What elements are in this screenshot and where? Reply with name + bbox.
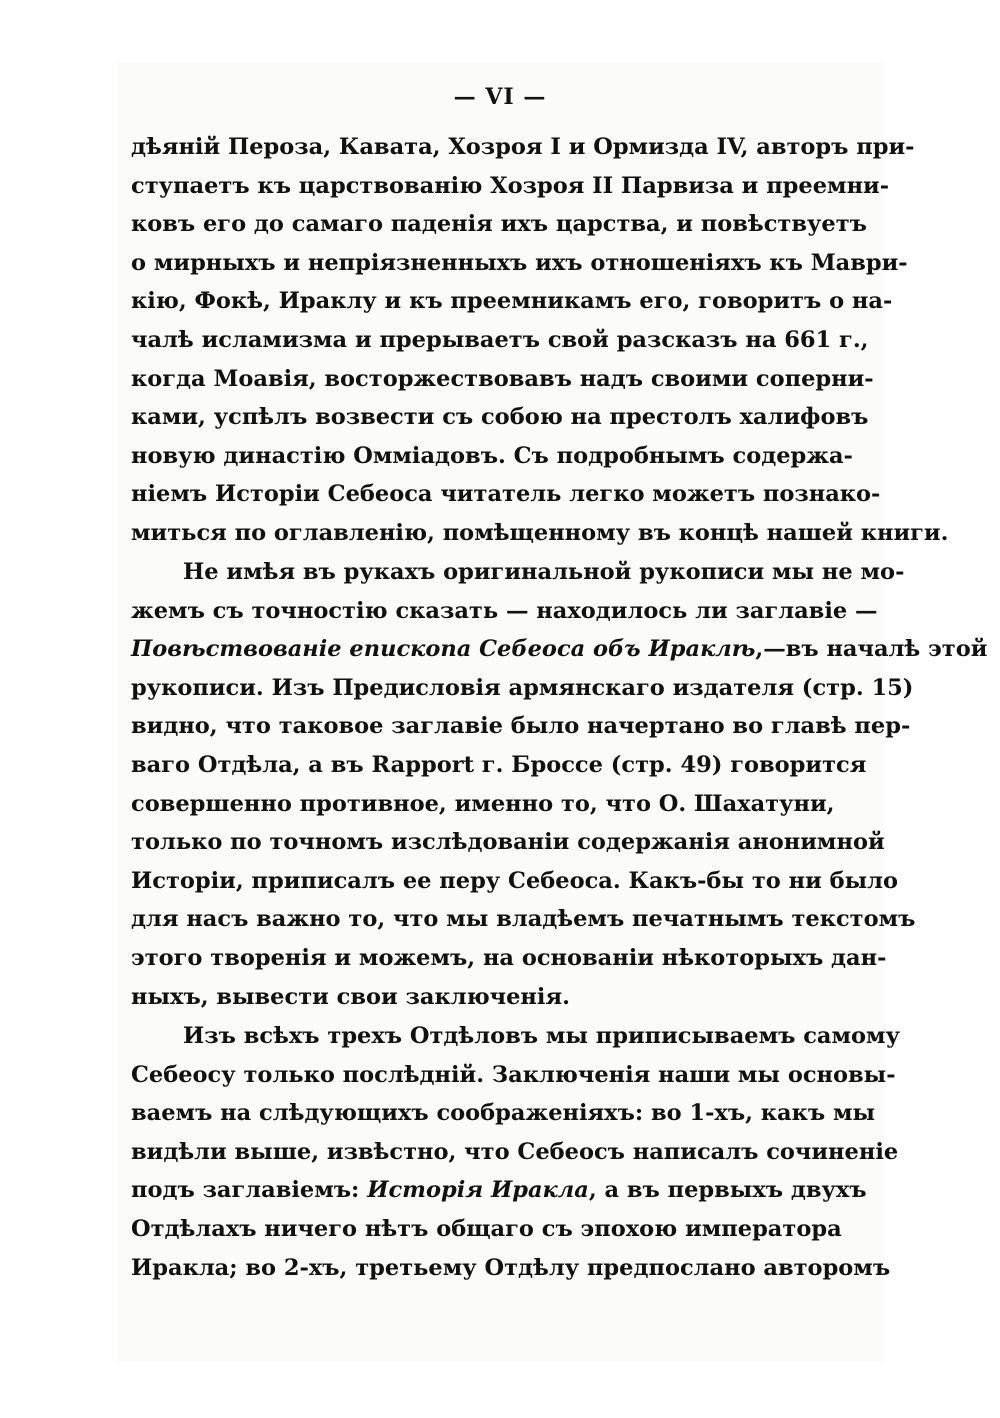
text-line: только по точномъ изслѣдованіи содержанія анонимной [131, 829, 885, 856]
paragraph-1 [131, 128, 949, 553]
text-line: миться по оглавленію, помѣщенному въ концѣ нашей книги. [131, 519, 949, 546]
italic-title-text: Повѣствованіе епископа Себеоса объ Ираклѣ [131, 636, 756, 663]
text-line: Отдѣлахъ ничего нѣтъ общаго съ эпохою императора [131, 1215, 842, 1242]
text-line: Себеосу только послѣдній. Заключенія наши мы основы- [131, 1061, 896, 1088]
text-line: видѣли выше, извѣстно, что Себеосъ написалъ сочиненіе [131, 1138, 899, 1165]
text-line: этого творенія и можемъ, на основаніи нѣкоторыхъ дан- [131, 944, 887, 971]
text-line: чалѣ исламизма и прерываетъ свой разсказъ на 661 г., [131, 326, 869, 353]
text-line: Иракла; во 2-хъ, третьему Отдѣлу предпослано авторомъ [131, 1254, 891, 1281]
page-number: — VI — [453, 84, 547, 110]
paragraph-2 [131, 553, 988, 1016]
italic-title-text: Исторія Иракла [367, 1177, 589, 1204]
paragraph-3 [131, 1017, 901, 1287]
text-line [131, 630, 988, 669]
text-line: ступаетъ къ царствованію Хозроя II Парвиза и преемни- [131, 172, 890, 199]
text-segment: ,—въ началѣ этой [755, 636, 988, 663]
text-line: ваго Отдѣла, а въ Rapport г. Броссе (стр. 49) говорится [131, 751, 867, 778]
text-line: о мирныхъ и непріязненныхъ ихъ отношеніяхъ къ Маври- [131, 249, 908, 276]
text-line [131, 1171, 867, 1210]
text-line: когда Моавія, восторжествовавъ надъ своими соперни- [131, 365, 874, 392]
text-line: для насъ важно то, что мы владѣемъ печатнымъ текстомъ [131, 906, 916, 933]
text-line: кію, Фокѣ, Ираклу и къ преемникамъ его, говоритъ о на- [131, 288, 893, 315]
text-line: ныхъ, вывести свои заключенія. [131, 983, 570, 1010]
text-line: Исторіи, приписалъ ее перу Себеоса. Какъ-бы то ни было [131, 867, 899, 894]
text-line: дѣяній Пероза, Кавата, Хозроя I и Ормизда IV, авторъ при- [131, 134, 915, 160]
text-line: Не имѣя въ рукахъ оригинальной рукописи мы не мо- [183, 559, 905, 585]
text-line: видно, что таковое заглавіе было начертано во главѣ пер- [131, 713, 911, 740]
text-line: ками, успѣлъ возвести съ собою на престолъ халифовъ [131, 404, 869, 431]
text-line: ваемъ на слѣдующихъ соображеніяхъ: во 1-хъ, какъ мы [131, 1100, 876, 1127]
text-line: жемъ съ точностію сказать — находилось ли заглавіе — [131, 597, 878, 624]
text-segment: подъ заглавіемъ: [131, 1177, 368, 1204]
text-line: рукописи. Изъ Предисловія армянскаго издателя (стр. 15) [131, 674, 914, 701]
text-line: совершенно противное, именно то, что О. Шахатуни, [131, 790, 835, 817]
text-line: новую династію Оммiадовъ. Съ подробнымъ содержа- [131, 442, 853, 469]
text-line: ніемъ Исторіи Себеоса читатель легко можетъ познако- [131, 481, 881, 508]
text-line: ковъ его до самаго паденія ихъ царства, и повѣствуетъ [131, 211, 867, 238]
text-line: Изъ всѣхъ трехъ Отдѣловъ мы приписываемъ самому [183, 1023, 901, 1049]
text-segment: , а въ первыхъ двухъ [588, 1177, 867, 1204]
